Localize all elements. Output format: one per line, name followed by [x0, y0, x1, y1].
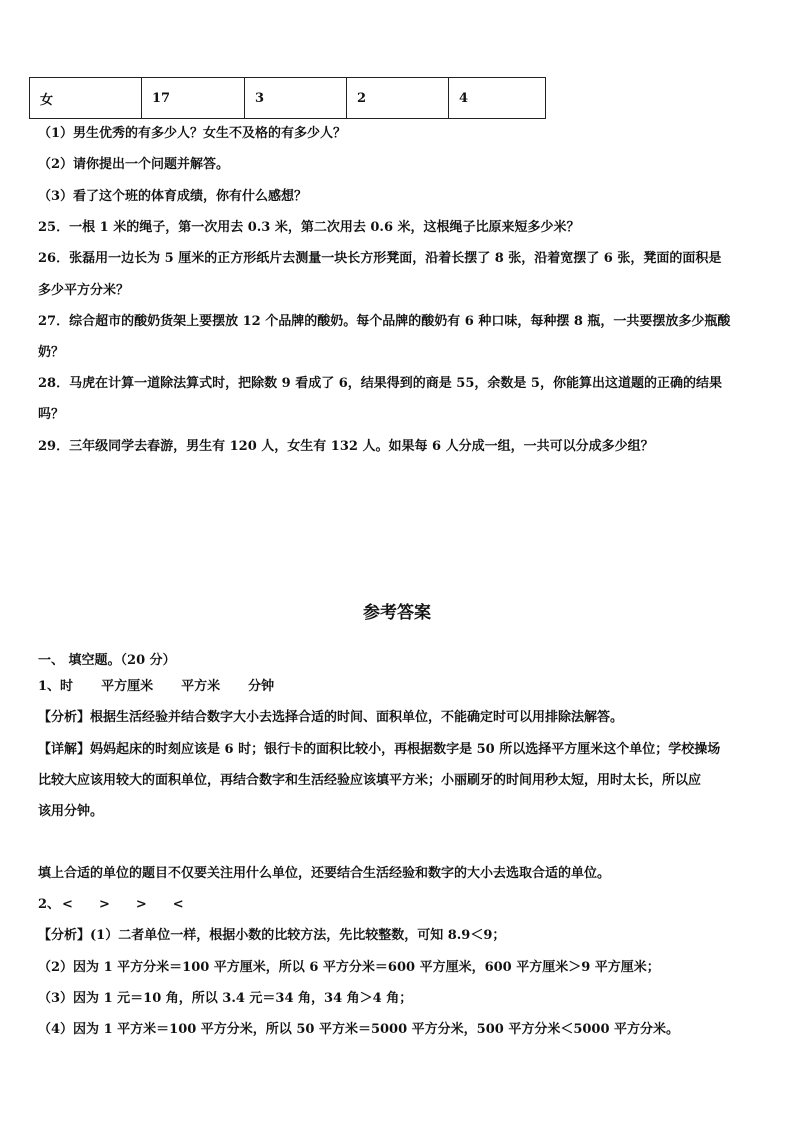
table-cell: 17	[142, 78, 245, 119]
question-28-line1: 28．马虎在计算一道除法算式时，把除数 9 看成了 6，结果得到的商是 55，余数是 5，你能算出这道题的正确的结果	[38, 376, 722, 391]
answer-2-symbol: >	[98, 897, 110, 912]
table-cell: 2	[347, 78, 449, 119]
answer-1-unit: 平方厘米	[101, 679, 154, 694]
answer-2-symbol: <	[172, 897, 184, 912]
answer-2-symbol: >	[135, 897, 147, 912]
section-heading: 一、 填空题。（20 分）	[38, 653, 176, 668]
question-24-2: （2）请你提出一个问题并解答。	[38, 157, 230, 172]
table-cell-gender: 女	[30, 78, 142, 119]
answer-2-prefix: 2、	[38, 897, 61, 912]
answer-1-analysis: 【分析】根据生活经验并结合数字大小去选择合适的时间、面积单位，不能确定时可以用排除法解答。	[38, 710, 624, 725]
question-24-1: （1）男生优秀的有多少人？女生不及格的有多少人？	[38, 126, 347, 141]
answer-1-note: 填上合适的单位的题目不仅要关注用什么单位，还要结合生活经验和数字的大小去选取合适的单位。	[38, 866, 611, 881]
question-27-line2: 奶？	[38, 345, 65, 360]
answer-1-unit: 分钟	[248, 679, 275, 694]
answer-2-analysis-1: 【分析】(1）二者单位一样，根据小数的比较方法，先比较整数，可知 8.9＜9；	[38, 928, 506, 943]
table-row	[30, 78, 546, 119]
answer-1	[38, 677, 758, 697]
answer-2-analysis-2: （2）因为 1 平方分米＝100 平方厘米，所以 6 平方分米＝600 平方厘米，600 平方厘米＞9 平方厘米；	[38, 960, 660, 975]
score-table	[29, 77, 546, 119]
answer-1-unit: 时	[60, 679, 74, 694]
answer-1-detail-line3: 该用分钟。	[38, 804, 104, 819]
answer-1-detail-line1: 【详解】妈妈起床的时刻应该是 6 时；银行卡的面积比较小，再根据数字是 50 所以选择平方厘米这个单位；学校操场	[38, 742, 721, 757]
question-29: 29．三年级同学去春游，男生有 120 人，女生有 132 人。如果每 6 人分成一组，一共可以分成多少组？	[38, 439, 654, 454]
question-26-line1: 26．张磊用一边长为 5 厘米的正方形纸片去测量一块长方形凳面，沿着长摆了 8 张，沿着宽摆了 6 张，凳面的面积是	[38, 251, 722, 266]
question-25: 25．一根 1 米的绳子，第一次用去 0.3 米，第二次用去 0.6 米，这根绳子比原来短多少米？	[38, 220, 580, 235]
question-28-line2: 吗？	[38, 407, 65, 422]
answer-2	[38, 895, 758, 915]
question-26-line2: 多少平方分米？	[38, 283, 130, 298]
answer-2-analysis-3: （3）因为 1 元＝10 角，所以 3.4 元＝34 角，34 角＞4 角；	[38, 991, 413, 1006]
question-24-3: （3）看了这个班的体育成绩，你有什么感想？	[38, 189, 308, 204]
table-cell: 4	[449, 78, 546, 119]
question-27-line1: 27．综合超市的酸奶货架上要摆放 12 个品牌的酸奶。每个品牌的酸奶有 6 种口味，每种摆 8 瓶，一共要摆放多少瓶酸	[38, 314, 731, 329]
answers-title: 参考答案	[363, 603, 431, 623]
answer-1-prefix: 1、	[38, 679, 61, 694]
answer-2-analysis-4: （4）因为 1 平方米＝100 平方分米，所以 50 平方米＝5000 平方分米，500 平方分米＜5000 平方分米。	[38, 1022, 680, 1037]
answer-2-symbol: <	[62, 897, 73, 912]
answer-1-unit: 平方米	[181, 679, 221, 694]
table-cell: 3	[245, 78, 347, 119]
answer-1-detail-line2: 比较大应该用较大的面积单位，再结合数字和生活经验应该填平方米；小丽刷牙的时间用秒太短，用时太长，所以应	[38, 773, 702, 788]
